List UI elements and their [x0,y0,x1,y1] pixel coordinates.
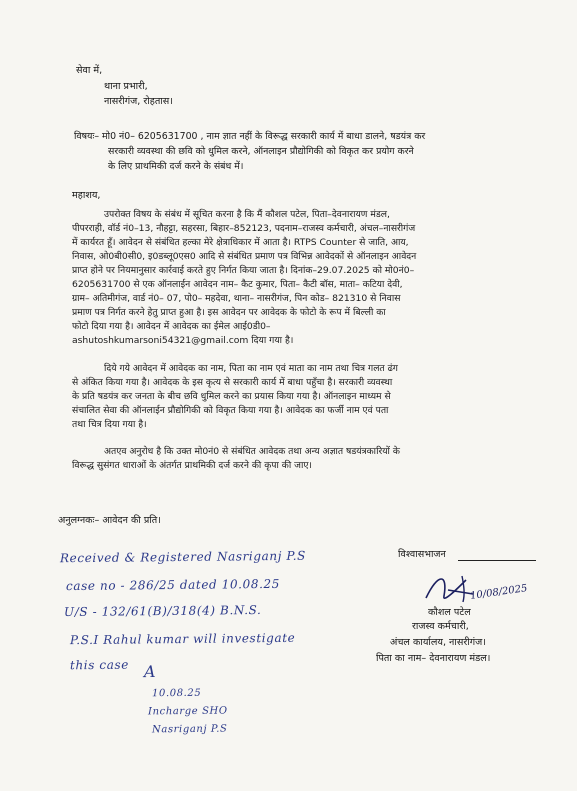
endorsement-initials: A [143,661,157,682]
endorsement-line2: case no - 286/25 dated 10.08.25 [65,576,280,594]
signature-dash [458,560,536,561]
para1-line: फोटो दिया गया है। आवेदन में आवेदक का ईमेल आई0डी0– [72,321,271,332]
para1-line: 6205631700 से एक ऑनलाईन आवेदन नाम– कैट कुमार, पिता– कैटी बॉस, माता– कटिया देवी, [72,279,403,290]
endorsement-date: 10.08.25 [151,687,202,700]
recipient-line2: नासरीगंज, रोहतास। [104,96,173,107]
para2-line: तथा चित्र दिया गया है। [72,419,147,430]
para2-line: से अंकित किया गया है। आवेदक के इस कृत्य से सरकारी कार्य में बाधा पहुँचा है। सरकारी व्यवस्था [72,377,393,388]
signer-father: पिता का नाम– देवनारायण मंडल। [376,653,491,664]
greeting: महाशय, [72,190,101,201]
para1-line: ashutoshkumarsoni54321@gmail.com दिया गया है। [72,335,294,346]
yours-faithfully: विश्वासभाजन [398,549,446,560]
para3-line: अतएव अनुरोध है कि उक्त मो0नं0 से संबंधित आवेदक तथा अन्य अज्ञात षडयंत्रकारियों के [104,446,400,457]
para1-line: निवास, ओ0बी0सी0, इ0डब्लू0एस0 आदि से संबंधित प्रमाण पत्र विभिन्न आवेदकों से ऑनलाइन आवेदन [72,251,417,262]
enclosure-note: अनुलग्नकः– आवेदन की प्रति। [58,515,161,526]
subject-line2: सरकारी व्यवस्था की छवि को धुमिल करने, ऑनलाइन प्रौद्योगिकी को विकृत कर प्रयोग करने [108,146,414,157]
para1-line: में कार्यरत हूँ। आवेदन से संबंधित हल्का मेरे क्षेत्राधिकार में आता है। RTPS Counter से जाति, आय, [72,237,409,248]
endorsement-line4: P.S.I Rahul kumar will investigate [69,630,296,648]
salutation-to: सेवा में, [76,65,103,76]
para2-line: दिये गये आवेदन में आवेदक का नाम, पिता का नाम एवं माता का नाम तथा चित्र गलत ढंग [104,363,398,374]
subject-line1: विषयः– मो0 नं0– 6205631700 , नाम ज्ञात नहीं के विरूद्ध सरकारी कार्य में बाधा डालने, षडयंत्र कर [74,131,426,142]
endorsement-rank: Incharge SHO [147,705,228,718]
para1-line: उपरोक्त विषय के संबंध में सूचित करना है कि मैं कौशल पटेल, पिता–देवनारायण मंडल, [104,209,390,220]
endorsement-line5: this case [69,657,129,673]
signer-office: अंचल कार्यालय, नासरीगंज। [390,637,486,648]
para1-line: प्राप्त होने पर नियमानुसार कार्रवाई करते हुए निर्गत किया जाता है। दिनांक–29.07.2025 को मो0नं0– [72,265,415,276]
subject-line3: के लिए प्राथमिकी दर्ज करने के संबंध में। [108,161,244,172]
signer-name: कौशल पटेल [428,607,471,618]
endorsement-line3: U/S - 132/61(B)/318(4) B.N.S. [63,602,262,620]
para3-line: विरूद्ध सुसंगत धाराओं के अंतर्गत प्राथमिकी दर्ज करने की कृपा की जाए। [72,460,312,471]
recipient-line1: थाना प्रभारी, [104,81,148,92]
para1-line: पीपरराही, वॉर्ड नं0–13, नौहट्टा, सहरसा, बिहार–852123, पदनाम–राजस्व कर्मचारी, अंचल–नासरीगंज [72,223,416,234]
endorsement-line1: Received & Registered Nasriganj P.S [59,548,306,566]
para1-line: प्रमाण पत्र निर्गत करने हेतु प्राप्त हुआ है। इस आवेदन पर आवेदक के फोटो के रूप में बिल्ली का [72,307,386,318]
para1-line: ग्राम– अतिमीगंज, वार्ड नं0– 07, पो0– महदेवा, थाना– नासरीगंज, पिन कोड– 821310 से निवास [72,293,401,304]
endorsement-station: Nasriganj P.S [151,723,228,736]
signer-designation: राजस्व कर्मचारी, [412,621,469,632]
para2-line: के प्रति षडयंत्र कर जनता के बीच छवि धुमिल करने का प्रयास किया गया है। ऑनलाइन माध्यम से [72,391,391,402]
signature-date: 10/08/2025 [469,583,529,602]
para2-line: संचालित सेवा की ऑनलाईन प्रौद्योगिकी को विकृत किया गया है। आवेदक का फर्जी नाम एवं पता [72,405,389,416]
